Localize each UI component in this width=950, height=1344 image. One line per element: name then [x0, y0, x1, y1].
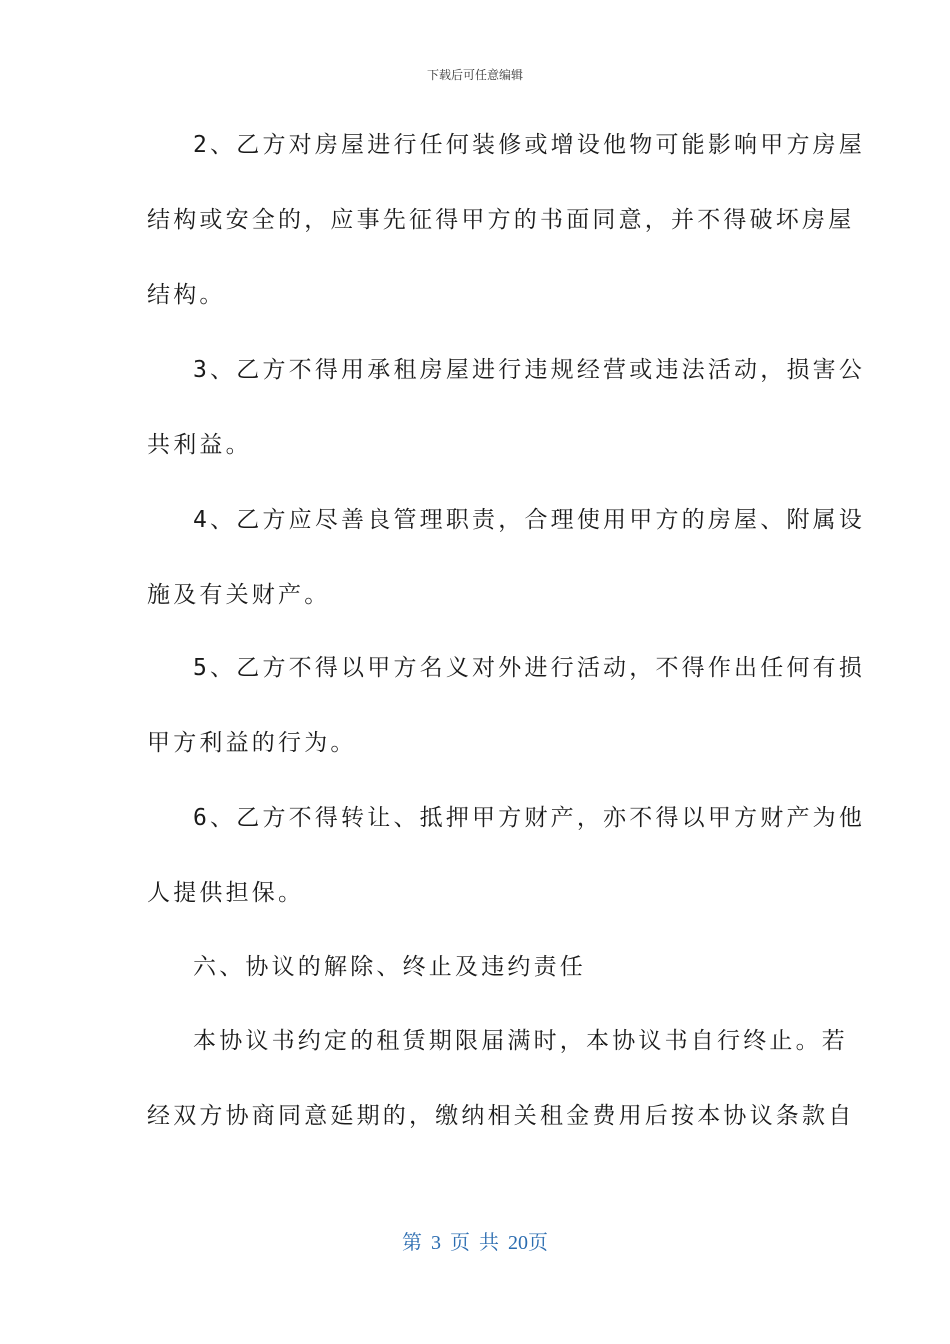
paragraph-line: 施及有关财产。: [147, 582, 331, 608]
paragraph-line: 4、乙方应尽善良管理职责，合理使用甲方的房屋、附属设: [193, 507, 866, 533]
section-heading: 六、协议的解除、终止及违约责任: [193, 954, 586, 980]
paragraph-line: 甲方利益的行为。: [147, 730, 357, 756]
paragraph-line: 6、乙方不得转让、抵押甲方财产，亦不得以甲方财产为他: [193, 805, 866, 831]
paragraph-line: 共利益。: [147, 432, 252, 458]
paragraph-line: 经双方协商同意延期的，缴纳相关租金费用后按本协议条款自: [147, 1103, 855, 1129]
page-number-footer: 第 3 页 共 20页: [402, 1232, 548, 1254]
paragraph-line: 本协议书约定的租赁期限届满时，本协议书自行终止。若: [193, 1028, 848, 1054]
page-header: 下载后可任意编辑: [426, 68, 523, 82]
paragraph-line: 3、乙方不得用承租房屋进行违规经营或违法活动，损害公: [193, 357, 866, 383]
paragraph-line: 结构或安全的，应事先征得甲方的书面同意，并不得破坏房屋: [147, 207, 855, 233]
paragraph-line: 2、乙方对房屋进行任何装修或增设他物可能影响甲方房屋: [193, 132, 866, 158]
paragraph-line: 5、乙方不得以甲方名义对外进行活动，不得作出任何有损: [193, 655, 866, 681]
paragraph-line: 人提供担保。: [147, 880, 305, 906]
paragraph-line: 结构。: [147, 282, 226, 308]
